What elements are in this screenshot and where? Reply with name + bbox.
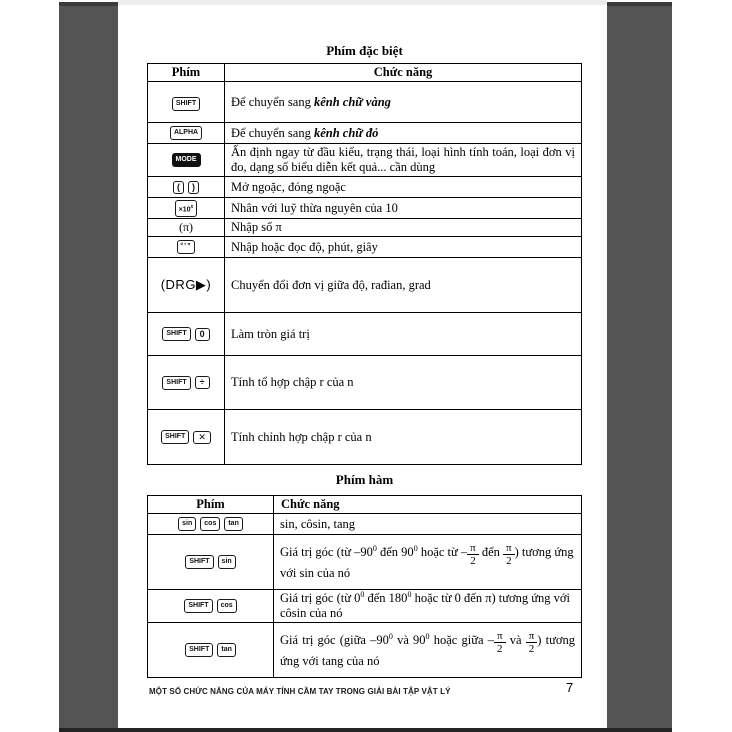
shift-key-icon: SHIFT [162,327,190,341]
sin-key-icon: sin [218,555,236,569]
function-text: Nhập hoặc đọc độ, phút, giây [225,237,582,258]
shift-key-icon: SHIFT [185,555,213,569]
special-keys-table [147,63,582,465]
shift-key-icon: SHIFT [172,97,200,111]
shift-key-icon: SHIFT [162,376,190,390]
function-text: Để chuyển sang kênh chữ đỏ [225,123,582,144]
table-row [148,410,582,465]
function-keys-title: Phím hàm [335,472,394,487]
shift-key-icon: SHIFT [161,430,189,444]
open-paren-key-icon: ( [173,181,184,194]
table-row [148,144,582,177]
pi-over-2-fraction: $\frac{\pi}{2}$ [526,631,538,654]
function-text: sin, côsin, tang [274,514,582,535]
table-row [148,356,582,410]
page-bottom-edge [59,728,672,732]
table-row [148,177,582,198]
table-row [148,313,582,356]
function-text: Chuyển đổi đơn vị giữa độ, rađian, grad [225,258,582,313]
table-header-row [148,496,582,514]
function-text: Mở ngoặc, đóng ngoặc [225,177,582,198]
divide-key-icon: ÷ [195,376,210,389]
column-header-key: Phím [148,64,225,82]
table-row [148,219,582,237]
mode-key-icon: MODE [172,153,201,167]
function-text: Giá trị góc (giữa $-90^0$ và $90^0$ hoặc giữa – $\frac{\pi}{2}$ và $\frac{\pi}{2}$ ) tương ứng với tang của nó [274,623,582,678]
table-header-row [148,64,582,82]
footer-running-title: MỘT SỐ CHỨC NĂNG CỦA MÁY TÍNH CẦM TAY TRONG GIẢI BÀI TẬP VẬT LÝ [149,687,451,696]
column-header-function: Chức năng [225,64,582,82]
pi-over-2-fraction: $\frac{\pi}{2}$ [467,543,479,566]
column-header-key: Phím [148,496,274,514]
function-text: Tính tổ hợp chập r của n [225,356,582,410]
tan-key-icon: tan [217,643,236,657]
cos-key-icon: cos [200,517,220,531]
function-text: Giá trị góc (từ $-90^0$ đến $90^0$ hoặc từ – $\frac{\pi}{2}$ đến $\frac{\pi}{2}$ ) tương ứng với sin của nó [274,535,582,590]
pi-over-2-fraction: $\frac{\pi}{2}$ [494,631,506,654]
table-row [148,590,582,623]
multiply-key-icon: ✕ [193,431,211,444]
special-keys-title: Phím đặc biệt [326,43,403,58]
table-row [148,198,582,219]
tan-key-icon: tan [224,517,243,531]
function-text: Giá trị góc (từ $0^0$ đến $180^0$ hoặc từ 0 đến π) tương ứng với côsin của nó [274,590,582,623]
zero-key-icon: 0 [195,328,210,341]
cos-key-icon: cos [217,599,237,613]
function-keys-table [147,495,582,678]
shift-key-icon: SHIFT [184,599,212,613]
document-page [118,5,607,728]
function-text: Làm tròn giá trị [225,313,582,356]
pi-key-label: (π) [148,219,225,237]
function-text: Nhập số π [225,219,582,237]
drg-key-label: (DRG▶) [160,277,212,292]
dms-key-icon: °’” [177,240,194,254]
close-paren-key-icon: ) [188,181,199,194]
x10-key-icon: $\times 10^x$ [175,200,198,217]
left-pasteboard-bar [59,2,118,728]
sin-key-icon: sin [178,517,196,531]
column-header-function: Chức năng [274,496,582,514]
function-text: Để chuyển sang kênh chữ vàng [225,82,582,123]
table-row [148,514,582,535]
table-row [148,82,582,123]
pi-over-2-fraction: $\frac{\pi}{2}$ [503,543,515,566]
function-text: Ấn định ngay từ đầu kiểu, trạng thái, loại hình tính toán, loại đơn vị đo, dạng số biểu diễn kết quả... cần dùng [225,144,582,177]
function-text: Tính chỉnh hợp chập r của n [225,410,582,465]
alpha-key-icon: ALPHA [170,126,202,140]
page-number: 7 [566,680,574,695]
shift-key-icon: SHIFT [185,643,213,657]
table-row [148,623,582,678]
table-row [148,123,582,144]
function-text: Nhân với luỹ thừa nguyên của 10 [225,198,582,219]
table-row [148,258,582,313]
table-row [148,535,582,590]
table-row [148,237,582,258]
right-pasteboard-bar [607,2,672,728]
